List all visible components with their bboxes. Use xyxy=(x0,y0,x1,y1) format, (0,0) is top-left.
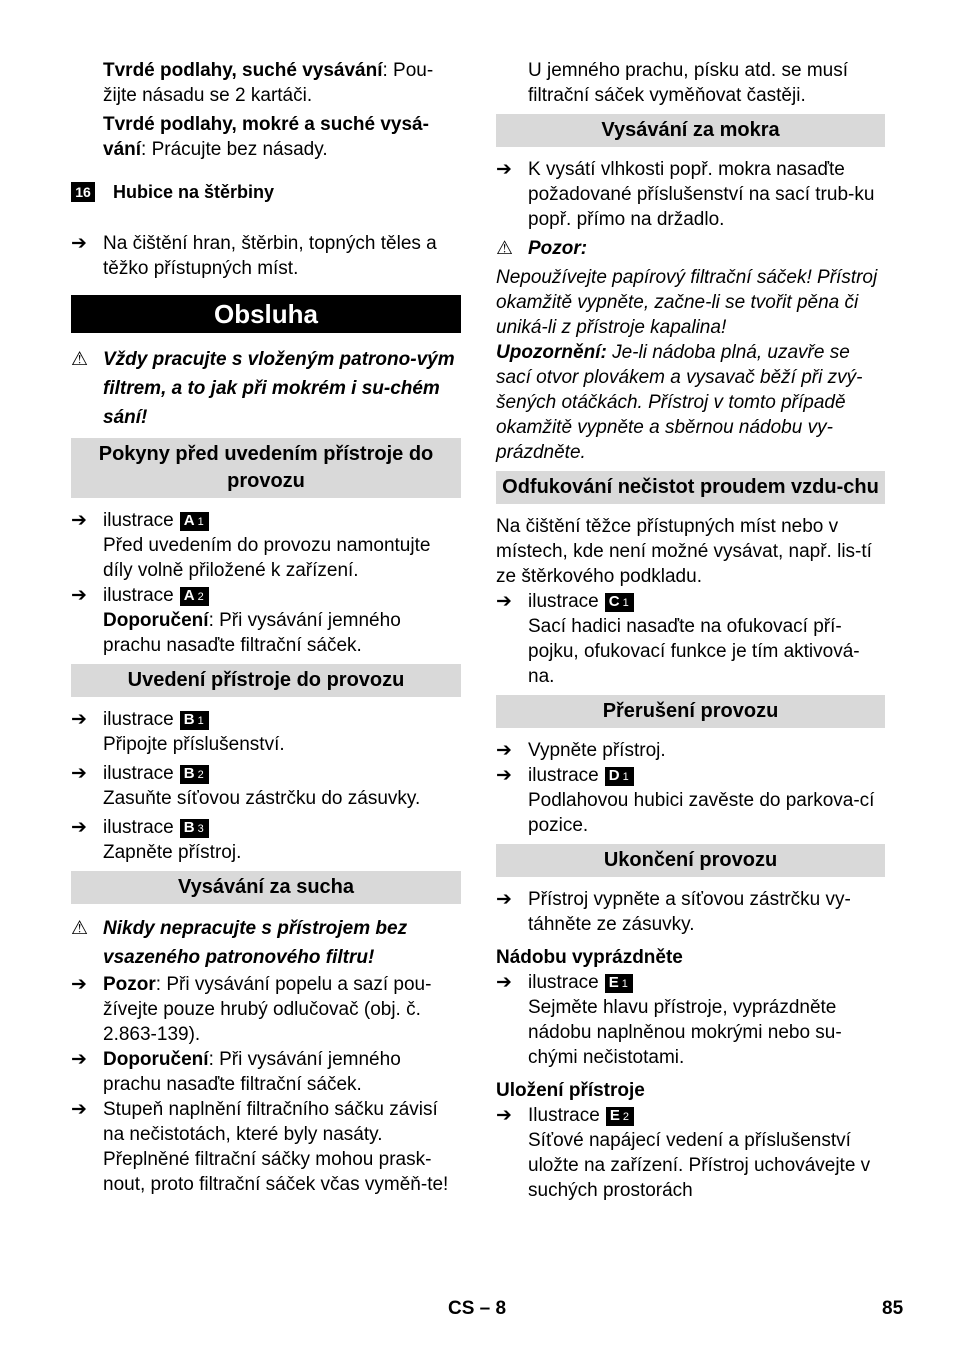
obsluha-heading: Obsluha xyxy=(71,295,461,333)
figure-ref-badge: A 2 xyxy=(180,587,209,606)
crevice-step xyxy=(71,231,461,281)
ilustrace-label: ilustrace xyxy=(528,591,599,612)
ukonceni-text: Přístroj vypněte a síťovou zástrčku vy-táhněte ze zásuvky. xyxy=(528,889,851,935)
pozor2-label: Pozor: xyxy=(528,238,588,259)
ilustrace-label: ilustrace xyxy=(103,510,174,531)
vypnete-text: Vypněte přístroj. xyxy=(528,740,666,761)
arrow-right-icon: ➔ xyxy=(496,740,512,761)
arrow-right-icon: ➔ xyxy=(71,1049,87,1070)
arrow-right-icon: ➔ xyxy=(496,765,512,786)
step-d1 xyxy=(496,763,885,788)
floors-wet-paragraph xyxy=(71,112,461,162)
arrow-right-icon: ➔ xyxy=(71,763,87,784)
step-a1-text: Před uvedením do provozu namontujte díly volně přiložené k zařízení. xyxy=(103,535,431,581)
ulozeni-heading: Uložení přístroje xyxy=(496,1080,645,1101)
intro-text: U jemného prachu, písku atd. se musí filtrační sáček vyměňovat častěji. xyxy=(528,60,848,106)
crevice-heading xyxy=(71,180,461,205)
arrow-right-icon: ➔ xyxy=(71,709,87,730)
warning-text: Vždy pracujte s vloženým patrono-vým filtrem, a to jak při mokrém i su-chém sání! xyxy=(103,349,455,428)
floors-dry-label: Tvrdé podlahy, suché vysávání xyxy=(103,60,383,81)
step-b1 xyxy=(71,707,461,732)
step-e1-text: Sejměte hlavu přístroje, vyprázdněte nádobu naplněnou mokrými nebo su-chými nečistotami. xyxy=(528,997,842,1068)
page-number: 85 xyxy=(882,1298,904,1319)
doporuceni-label: Doporučení xyxy=(103,1049,209,1070)
upozorneni-label: Upozornění: xyxy=(496,342,607,363)
step-b2-text: Zasuňte síťovou zástrčku do zásuvky. xyxy=(103,788,421,809)
section-pre-operation-heading: Pokyny před uvedením přístroje do provozu xyxy=(71,438,461,498)
ilustrace-label: ilustrace xyxy=(528,972,599,993)
floors-dry-text: : Pou-žijte násadu se 2 kartáči. xyxy=(103,60,434,106)
arrow-right-icon: ➔ xyxy=(496,159,512,180)
step-a2-text: Doporučení: Při vysávání jemného prachu nasaďte filtrační sáček. xyxy=(103,610,401,656)
doporuceni-label: Doporučení xyxy=(103,610,209,631)
step-e2 xyxy=(496,1103,885,1128)
stupen-text: Stupeň naplnění filtračního sáčku závisí na nečistotách, které byly nasáty. xyxy=(103,1099,438,1145)
upozorneni-paragraph: Upozornění: Je-li nádoba plná, uzavře se sací otvor plovákem a vysavač běží při zvý-šených otáčkách. Přístroj v tomto případě okamžitě vypněte a sběrnou nádobu vy-prázdněte. xyxy=(496,342,863,463)
floors-dry-paragraph xyxy=(71,58,461,108)
arrow-right-icon: ➔ xyxy=(71,510,87,531)
crevice-text: Na čištění hran, štěrbin, topných těles a těžko přístupných míst. xyxy=(103,233,437,279)
step-b3 xyxy=(71,815,461,840)
floors-wet-text: : Prácujte bez násady. xyxy=(141,139,328,160)
step-vypnete xyxy=(496,738,885,763)
warning-triangle-icon: ⚠ xyxy=(71,349,89,370)
figure-ref-badge: B 3 xyxy=(180,819,209,838)
step-ukonceni xyxy=(496,887,885,937)
right-column xyxy=(496,58,885,1203)
ilustrace-label: Ilustrace xyxy=(528,1105,600,1126)
ilustrace-label: ilustrace xyxy=(103,709,174,730)
arrow-right-icon: ➔ xyxy=(496,591,512,612)
section-start-heading: Uvedení přístroje do provozu xyxy=(71,664,461,697)
arrow-right-icon: ➔ xyxy=(496,889,512,910)
section-pause-heading: Přerušení provozu xyxy=(496,695,885,728)
ilustrace-label: ilustrace xyxy=(528,765,599,786)
crevice-title: Hubice na štěrbiny xyxy=(113,182,275,202)
pozor-warning-heading xyxy=(496,236,885,261)
step-e2-text: Síťové napájecí vedení a příslušenství uložte na zařízení. Přístroj uchovávejte v suchých prostorách xyxy=(528,1130,871,1201)
step-pozor: ➔ Pozor: Při vysávání popelu a sazí pou-žívejte pouze hrubý odlučovač (obj. č. 2.863-139). xyxy=(71,974,432,1045)
section-end-heading: Ukončení provozu xyxy=(496,844,885,877)
figure-ref-badge: D 1 xyxy=(605,767,634,786)
step-b3-text: Zapněte přístroj. xyxy=(103,842,242,863)
arrow-right-icon: ➔ xyxy=(71,1099,87,1120)
figure-ref-badge: B 2 xyxy=(180,765,209,784)
ilustrace-label: ilustrace xyxy=(103,585,174,606)
section-blow-heading: Odfukování nečistot proudem vzdu-chu xyxy=(496,471,885,504)
step-d1-text: Podlahovou hubici zavěste do parkova-cí pozice. xyxy=(528,790,875,836)
pozor-label: Pozor xyxy=(103,974,156,995)
section-dry-heading: Vysávání za sucha xyxy=(71,871,461,904)
nadobu-heading: Nádobu vyprázdněte xyxy=(496,947,683,968)
floors-wet-label: Tvrdé podlahy, mokré a suché vysá-vání xyxy=(103,114,429,160)
left-column xyxy=(71,58,461,1197)
figure-ref-badge: E 2 xyxy=(606,1107,634,1126)
step-doporuceni: ➔ Doporučení: Při vysávání jemného prachu nasaďte filtrační sáček. xyxy=(71,1049,401,1095)
figure-ref-badge: C 1 xyxy=(605,593,634,612)
step-a2 xyxy=(71,583,461,608)
warning2-text: Nikdy nepracujte s přístrojem bez vsazeného patronového filtru! xyxy=(103,918,408,968)
arrow-right-icon: ➔ xyxy=(496,1105,512,1126)
arrow-right-icon: ➔ xyxy=(71,233,87,254)
crevice-number-badge: 16 xyxy=(71,182,95,202)
figure-ref-badge: E 1 xyxy=(605,974,633,993)
step-stupen xyxy=(71,1097,461,1147)
step-a1 xyxy=(71,508,461,533)
pozor2-text: Nepoužívejte papírový filtrační sáček! Přístroj okamžitě vypněte, začne-li se tvořit pěna či uniká-li z přístroje kapalina! xyxy=(496,267,878,338)
arrow-right-icon: ➔ xyxy=(71,585,87,606)
ilustrace-label: ilustrace xyxy=(103,817,174,838)
warning-no-filter xyxy=(71,914,461,972)
step-mokra xyxy=(496,157,885,232)
odfuk-text: Na čištění těžce přístupných míst nebo v místech, kde není možné vysávat, např. lis-tí ze štěrkového podkladu. xyxy=(496,516,872,587)
figure-ref-badge: A 1 xyxy=(180,512,209,531)
warning-triangle-icon: ⚠ xyxy=(496,238,513,259)
arrow-right-icon: ➔ xyxy=(71,974,87,995)
step-c1-text: Sací hadici nasaďte na ofukovací pří-pojku, ofukovací funkce je tím aktivová-na. xyxy=(528,616,860,687)
preplnene-text: Přeplněné filtrační sáčky mohou prask-nout, proto filtrační sáček včas vyměň-te! xyxy=(103,1149,449,1195)
step-e1 xyxy=(496,970,885,995)
mokra-text: K vysátí vlhkosti popř. mokra nasaďte požadované příslušenství na sací trub-ku popř. přímo na držadlo. xyxy=(528,159,875,230)
warning-filter xyxy=(71,345,461,432)
step-b2 xyxy=(71,761,461,786)
arrow-right-icon: ➔ xyxy=(71,817,87,838)
arrow-right-icon: ➔ xyxy=(496,972,512,993)
step-c1 xyxy=(496,589,885,614)
warning-triangle-icon: ⚠ xyxy=(71,918,89,939)
figure-ref-badge: B 1 xyxy=(180,711,209,730)
footer-section-label: CS – 8 xyxy=(448,1298,507,1319)
section-wet-heading: Vysávání za mokra xyxy=(496,114,885,147)
step-b1-text: Připojte příslušenství. xyxy=(103,734,285,755)
ilustrace-label: ilustrace xyxy=(103,763,174,784)
